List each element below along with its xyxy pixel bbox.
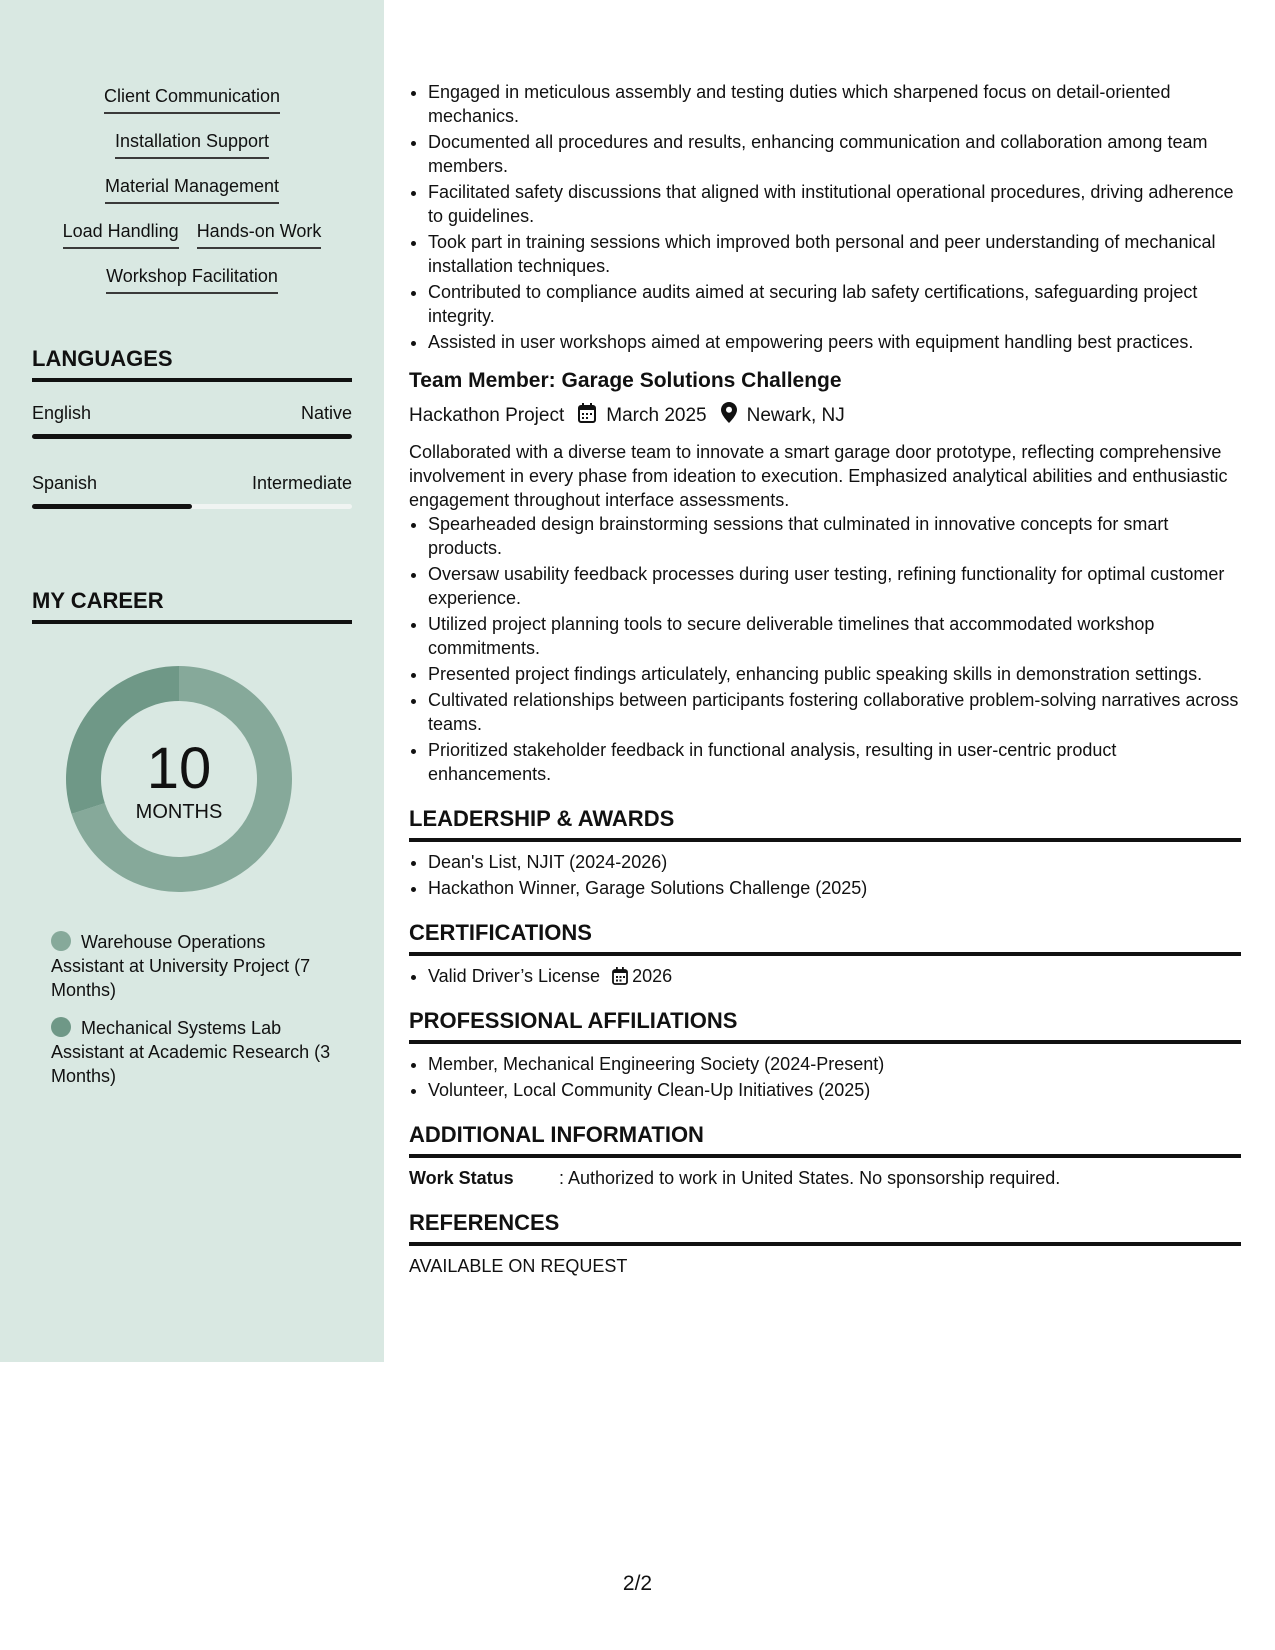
language-bar-fill <box>32 434 352 439</box>
work-status-value: : Authorized to work in United States. No sponsorship required. <box>559 1168 1061 1188</box>
language-english <box>32 403 352 439</box>
skill-row <box>0 175 384 220</box>
list-item: • Contributed to compliance audits aimed at securing lab safety certifications, safeguarding project integrity. <box>428 280 1241 328</box>
language-level: Native <box>300 403 352 423</box>
certifications-heading: CERTIFICATIONS <box>409 920 1241 956</box>
job-title: Team Member: Garage Solutions Challenge <box>409 369 842 392</box>
affiliations-heading: PROFESSIONAL AFFILIATIONS <box>409 1008 1241 1044</box>
main-content <box>409 80 1241 1278</box>
list-item: • Volunteer, Local Community Clean-Up Initiatives (2025) <box>428 1078 1241 1102</box>
list-item: • Utilized project planning tools to secure deliverable timelines that accommodated workshop commitments. <box>428 612 1241 660</box>
affiliations-list <box>409 1052 1241 1102</box>
list-item: • Engaged in meticulous assembly and testing duties which sharpened focus on detail-oriented mechanics. <box>428 80 1241 128</box>
skill-row <box>0 130 384 175</box>
career-heading: MY CAREER <box>32 588 352 624</box>
skill-row <box>0 85 384 130</box>
legend-label: Mechanical Systems Lab Assistant at Academic Research (3 Months) <box>51 1018 331 1086</box>
skill-tag: Client Communication <box>104 85 280 114</box>
previous-job-bullets <box>409 80 1241 354</box>
list-item: • Dean's List, NJIT (2024-2026) <box>428 850 1241 874</box>
career-total-unit: MONTHS <box>135 801 223 823</box>
leadership-list <box>409 850 1241 900</box>
languages-heading: LANGUAGES <box>32 346 352 382</box>
job-location: Newark, NJ <box>746 405 845 426</box>
legend-dot-icon <box>51 931 71 951</box>
skills-list <box>0 85 384 310</box>
additional-info-heading: ADDITIONAL INFORMATION <box>409 1122 1241 1158</box>
skill-tag: Installation Support <box>115 130 269 159</box>
career-legend-item <box>51 930 341 1002</box>
list-item <box>428 964 1241 988</box>
skill-tag: Material Management <box>105 175 279 204</box>
career-legend-item <box>51 1016 341 1088</box>
language-name: English <box>32 403 92 423</box>
skill-tag: Workshop Facilitation <box>106 265 278 294</box>
map-pin-icon <box>721 402 737 430</box>
language-bar <box>32 504 352 509</box>
list-item: • Took part in training sessions which improved both personal and peer understanding of mechanical installation techniques. <box>428 230 1241 278</box>
certifications-list <box>409 964 1241 988</box>
job-organization: Hackathon Project <box>409 405 565 426</box>
list-item: • Presented project findings articulately, enhancing public speaking skills in demonstration settings. <box>428 662 1241 686</box>
language-level: Intermediate <box>251 473 352 493</box>
list-item: • Member, Mechanical Engineering Society (2024-Present) <box>428 1052 1241 1076</box>
list-item: • Spearheaded design brainstorming sessions that culminated in innovative concepts for smart products. <box>428 512 1241 560</box>
certification-year: 2026 <box>632 966 673 986</box>
list-item: • Cultivated relationships between participants fostering collaborative problem-solving narratives across teams. <box>428 688 1241 736</box>
skill-tag: Hands-on Work <box>197 220 322 249</box>
job-date: March 2025 <box>606 405 707 426</box>
legend-label: Warehouse Operations Assistant at University Project (7 Months) <box>51 932 311 1000</box>
list-item: • Documented all procedures and results, enhancing communication and collaboration among team members. <box>428 130 1241 178</box>
legend-dot-icon <box>51 1017 71 1037</box>
job-bullets <box>409 512 1241 786</box>
skill-row <box>0 265 384 310</box>
leadership-heading: LEADERSHIP & AWARDS <box>409 806 1241 842</box>
language-bar <box>32 434 352 439</box>
calendar-icon <box>578 403 596 430</box>
language-bar-fill <box>32 504 192 509</box>
work-status-row <box>409 1166 1241 1190</box>
calendar-icon <box>612 967 628 985</box>
work-status-label: Work Status <box>409 1168 514 1188</box>
certification-name: • Valid Driver’s License <box>428 966 601 986</box>
skill-tag: Load Handling <box>63 220 179 249</box>
job-meta <box>409 402 1241 430</box>
skill-row <box>0 220 384 265</box>
list-item: • Prioritized stakeholder feedback in functional analysis, resulting in user-centric product enhancements. <box>428 738 1241 786</box>
language-spanish <box>32 473 352 509</box>
list-item: • Assisted in user workshops aimed at empowering peers with equipment handling best practices. <box>428 330 1241 354</box>
job-description: Collaborated with a diverse team to innovate a smart garage door prototype, reflecting comprehensive involvement in every phase from ideation to execution. Emphasized analytical abilities and enthusiastic engagement throughout interface assessments. <box>409 442 1228 510</box>
references-text: AVAILABLE ON REQUEST <box>409 1256 628 1276</box>
page-number: 2/2 <box>622 1572 653 1595</box>
language-name: Spanish <box>32 473 98 493</box>
list-item: • Oversaw usability feedback processes during user testing, refining functionality for optimal customer experience. <box>428 562 1241 610</box>
list-item: • Hackathon Winner, Garage Solutions Challenge (2025) <box>428 876 1241 900</box>
references-heading: REFERENCES <box>409 1210 1241 1246</box>
career-total-number: 10 <box>146 736 212 801</box>
list-item: • Facilitated safety discussions that aligned with institutional operational procedures, driving adherence to guidelines. <box>428 180 1241 228</box>
sidebar <box>0 0 384 1362</box>
